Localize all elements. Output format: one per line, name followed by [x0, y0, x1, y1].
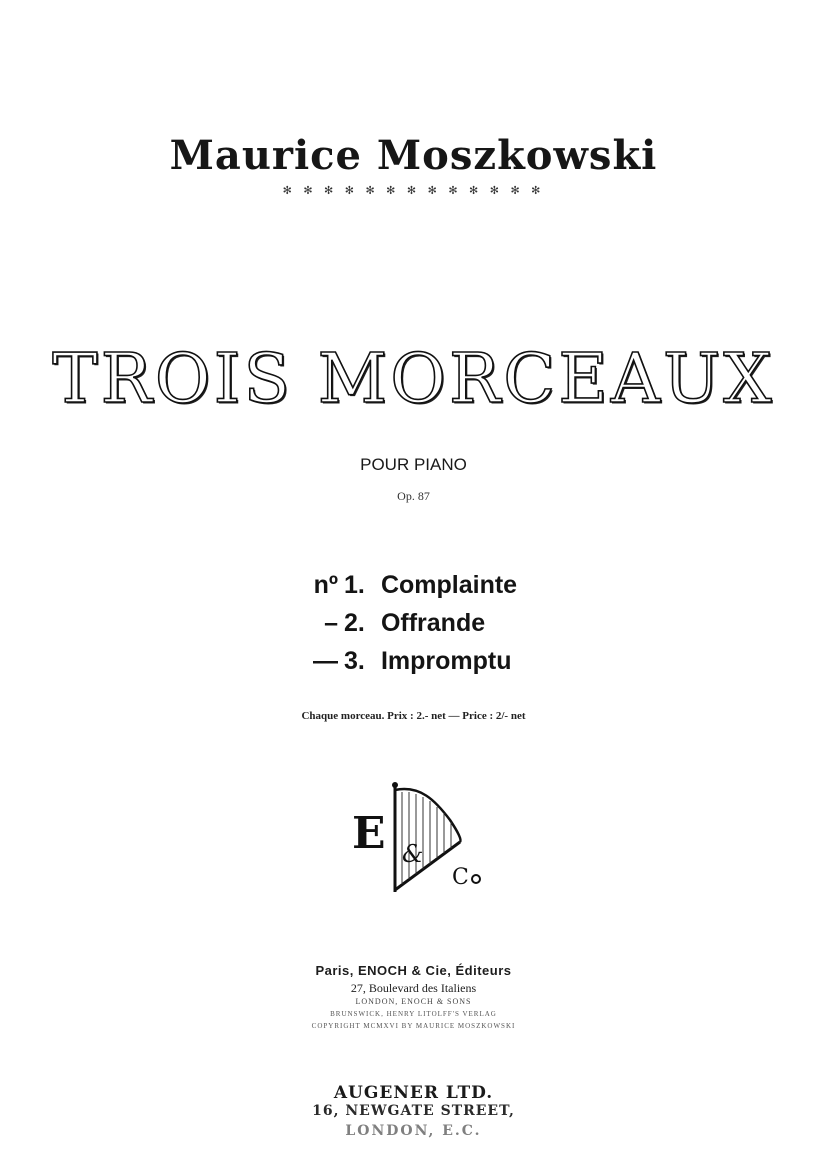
piece-prefix: nº: [313, 571, 338, 599]
piece-number: 3.: [344, 647, 365, 675]
piece-number: 2.: [344, 609, 365, 637]
work-subtitle: POUR PIANO: [360, 455, 467, 474]
piece-name: Impromptu: [380, 647, 512, 675]
piece-prefix: –: [324, 609, 338, 637]
svg-text:E: E: [352, 808, 386, 859]
svg-text:C: C: [452, 865, 469, 890]
dealer-street: 16, NEWGATE STREET,: [312, 1103, 515, 1119]
copyright-line: COPYRIGHT MCMXVI BY MAURICE MOSZKOWSKI: [311, 1022, 516, 1030]
dealer-city: LONDON, E.C.: [345, 1123, 482, 1139]
svg-text:&: &: [402, 840, 424, 868]
composer-name: Maurice Moszkowski: [169, 132, 658, 179]
publisher-brunswick: BRUNSWICK, HENRY LITOLFF'S VERLAG: [330, 1010, 497, 1018]
ornament-divider: ✻ ✻ ✻ ✻ ✻ ✻ ✻ ✻ ✻ ✻ ✻ ✻ ✻: [282, 184, 545, 197]
work-title: TROIS MORCEAUX: [52, 340, 775, 419]
price-line: Chaque morceau. Prix : 2.- net — Price : 2/- net: [301, 710, 526, 722]
piece-list: [292, 566, 612, 680]
piece-name: Complainte: [380, 571, 518, 599]
piece-item: [292, 604, 612, 642]
piece-name: Offrande: [380, 609, 486, 637]
publisher-london: LONDON, ENOCH & SONS: [355, 997, 472, 1006]
piece-item: [292, 566, 612, 604]
piece-item: [292, 642, 612, 680]
harp-icon: [340, 780, 490, 895]
opus-number: Op. 87: [397, 489, 430, 503]
piece-prefix: —: [313, 647, 338, 675]
piece-number: 1.: [344, 571, 365, 599]
dealer-name: AUGENER LTD.: [333, 1083, 494, 1103]
publisher-line: Paris, ENOCH & Cie, Éditeurs: [315, 963, 512, 978]
publisher-address: 27, Boulevard des Italiens: [350, 981, 477, 995]
